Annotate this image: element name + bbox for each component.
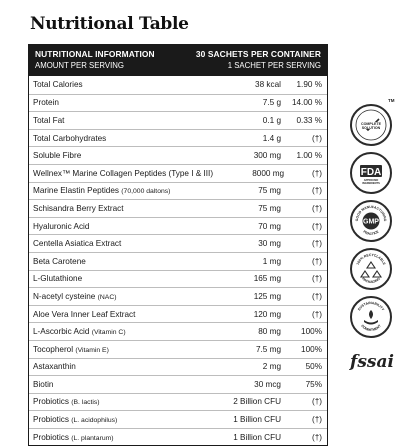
svg-text:PACKAGING: PACKAGING (361, 276, 381, 285)
table-header (29, 45, 327, 76)
fda-approved-badge-icon (350, 152, 392, 194)
table-row (29, 375, 327, 393)
nutrient-amount: 70 mg (258, 221, 281, 231)
nutrient-label: Soluble Fibre (33, 151, 82, 161)
nutrient-amount: 30 mcg (254, 379, 281, 389)
nutrient-name (29, 415, 203, 424)
table-body (29, 76, 327, 445)
nutrient-amount: 1 Billion CFU (233, 432, 281, 442)
svg-text:GOOD MANUFACTURING: GOOD MANUFACTURING (354, 204, 388, 222)
nutrient-amount: 2 mg (262, 362, 281, 372)
nutrient-name (29, 222, 203, 231)
nutrient-amount: 38 kcal (255, 80, 281, 90)
nutrient-amount: 75 mg (258, 186, 281, 196)
nutrient-amount: 1 Billion CFU (233, 415, 281, 425)
nutrient-amount: 8000 mg (252, 168, 285, 178)
nutrient-label: Total Fat (33, 115, 65, 125)
nutrient-name (29, 98, 203, 107)
nutrient-amount: 7.5 mg (255, 344, 281, 354)
nutrient-label: L-Glutathione (33, 274, 83, 284)
nutrient-label: Probiotics (33, 397, 69, 407)
badge-gmp-label: GMP (363, 218, 379, 226)
nutrient-daily-value: (†) (311, 133, 322, 143)
table-row (29, 410, 327, 428)
table-row (29, 252, 327, 270)
svg-text:COMMITMENT: COMMITMENT (360, 323, 382, 333)
nutrient-label: Aloe Vera Inner Leaf Extract (33, 309, 136, 319)
table-row (29, 94, 327, 112)
table-row (29, 76, 327, 94)
table-row (29, 234, 327, 252)
nutrient-name (29, 433, 203, 442)
nutrient-amount: 125 mg (253, 291, 281, 301)
nutrient-name (29, 362, 203, 371)
nutrient-name (29, 186, 203, 195)
nutrient-name (29, 239, 203, 248)
nutrient-note: (L. plantarum) (71, 434, 114, 442)
svg-text:APPROVED: APPROVED (363, 179, 379, 182)
nutrient-label: Probiotics (33, 415, 69, 425)
nutrient-label: Marine Elastin Peptides (33, 186, 120, 196)
nutrient-label: L-Ascorbic Acid (33, 327, 90, 337)
nutrient-amount: 165 mg (253, 274, 281, 284)
table-row (29, 129, 327, 147)
nutrient-label: Tocopherol (33, 344, 74, 354)
nutrient-label: Wellnex™ Marine Collagen Peptides (Type I & III) (33, 168, 214, 178)
nutrient-name (29, 80, 203, 89)
table-row (29, 217, 327, 235)
nutrient-daily-value: 14.00 % (291, 98, 322, 108)
nutrient-label: Total Calories (33, 80, 83, 90)
table-row (29, 182, 327, 200)
svg-text:SUSTAINABILITY: SUSTAINABILITY (356, 300, 386, 312)
nutrient-name (29, 169, 213, 178)
table-row (29, 322, 327, 340)
nutrient-daily-value: 100% (301, 344, 322, 354)
table-row (29, 358, 327, 376)
nutrient-name (29, 116, 203, 125)
nutrient-name (29, 204, 203, 213)
nutrient-amount: 2 Billion CFU (233, 397, 281, 407)
sustainability-commitment-badge-icon (350, 296, 392, 338)
svg-text:PRACTICE: PRACTICE (362, 229, 380, 237)
nutrient-daily-value: (†) (311, 239, 322, 249)
complete-solution-badge-icon (350, 104, 392, 146)
nutrient-name (29, 257, 203, 266)
nutrient-note: (70,000 daltons) (121, 188, 171, 196)
nutrient-label: Centella Asiatica Extract (33, 239, 122, 249)
nutrient-label: Hyaluronic Acid (33, 221, 90, 231)
trademark-mark: TM (388, 98, 395, 103)
nutrient-name (29, 151, 203, 160)
nutrient-daily-value: (†) (311, 291, 322, 301)
nutrient-amount: 0.1 g (262, 115, 281, 125)
nutrient-daily-value: (†) (311, 203, 322, 213)
page-title: Nutritional Table (30, 14, 189, 34)
nutrient-label: Protein (33, 98, 59, 108)
table-row (29, 111, 327, 129)
badge-fda-label: FDA (360, 167, 382, 178)
nutrient-label: Probiotics (33, 432, 69, 442)
svg-text:100% RECYCLABLE: 100% RECYCLABLE (355, 252, 387, 266)
nutrient-label: Total Carbohydrates (33, 133, 107, 143)
svg-text:INGREDIENTS: INGREDIENTS (362, 182, 380, 185)
nutrient-daily-value: 0.33 % (296, 115, 322, 125)
gmp-badge-icon (350, 200, 392, 242)
nutrient-daily-value: (†) (311, 168, 322, 178)
badge-complete-label-2: SOLUTION (361, 125, 381, 130)
fssai-logo-icon: fssai (350, 352, 394, 372)
nutrient-daily-value: 100% (301, 327, 322, 337)
nutrient-amount: 7.5 g (262, 98, 281, 108)
header-nutritional-information: NUTRITIONAL INFORMATION (35, 49, 155, 59)
table-row (29, 164, 327, 182)
header-sachets-per-container: 30 SACHETS PER CONTAINER (195, 49, 321, 59)
table-row (29, 305, 327, 323)
nutrient-daily-value: 50% (305, 362, 322, 372)
nutrient-amount: 120 mg (253, 309, 281, 319)
table-row (29, 199, 327, 217)
nutrient-note: (Vitamin C) (91, 329, 126, 337)
nutrient-label: Schisandra Berry Extract (33, 203, 124, 213)
nutrient-amount: 80 mg (258, 327, 281, 337)
nutrient-daily-value: (†) (311, 415, 322, 425)
header-sachet-per-serving: 1 SACHET PER SERVING (227, 61, 321, 70)
nutrient-daily-value: (†) (311, 186, 322, 196)
nutrient-label: N-acetyl cysteine (33, 291, 96, 301)
table-row (29, 146, 327, 164)
nutrient-label: Beta Carotene (33, 256, 86, 266)
nutrient-amount: 30 mg (258, 239, 281, 249)
nutrient-name (29, 310, 203, 319)
nutrient-daily-value: (†) (311, 309, 322, 319)
nutrient-note: (Vitamin E) (75, 346, 109, 354)
nutrient-name (29, 380, 203, 389)
nutrient-amount: 300 mg (253, 151, 281, 161)
nutrient-daily-value: 1.90 % (296, 80, 322, 90)
nutrient-daily-value: (†) (311, 432, 322, 442)
header-amount-per-serving: AMOUNT PER SERVING (35, 61, 124, 70)
certification-badges (344, 0, 404, 416)
table-row (29, 287, 327, 305)
nutrient-name (29, 274, 203, 283)
nutrient-amount: 1 mg (262, 256, 281, 266)
nutrient-name (29, 397, 203, 406)
table-row (29, 393, 327, 411)
nutrient-name (29, 292, 203, 301)
nutrient-label: Biotin (33, 379, 54, 389)
nutrient-amount: 1.4 g (262, 133, 281, 143)
nutrient-note: (B. lactis) (71, 399, 100, 407)
nutrient-daily-value: (†) (311, 397, 322, 407)
nutrient-name (29, 345, 203, 354)
nutrient-note: (L. acidophilus) (71, 417, 118, 425)
table-row (29, 270, 327, 288)
nutrient-amount: 75 mg (258, 203, 281, 213)
nutrient-note: (NAC) (97, 293, 117, 301)
nutrient-daily-value: 1.00 % (296, 151, 322, 161)
table-row (29, 340, 327, 358)
nutrient-daily-value: (†) (311, 256, 322, 266)
recyclable-packaging-badge-icon (350, 248, 392, 290)
nutrient-label: Astaxanthin (33, 362, 76, 372)
nutrient-daily-value: (†) (311, 221, 322, 231)
table-row (29, 428, 327, 446)
nutrition-table (28, 44, 328, 446)
nutrient-name (29, 327, 203, 336)
nutrient-daily-value: 75% (305, 379, 322, 389)
nutrient-daily-value: (†) (311, 274, 322, 284)
badge-complete-label-1: COMPLETE (361, 122, 381, 127)
nutrient-name (29, 134, 203, 143)
